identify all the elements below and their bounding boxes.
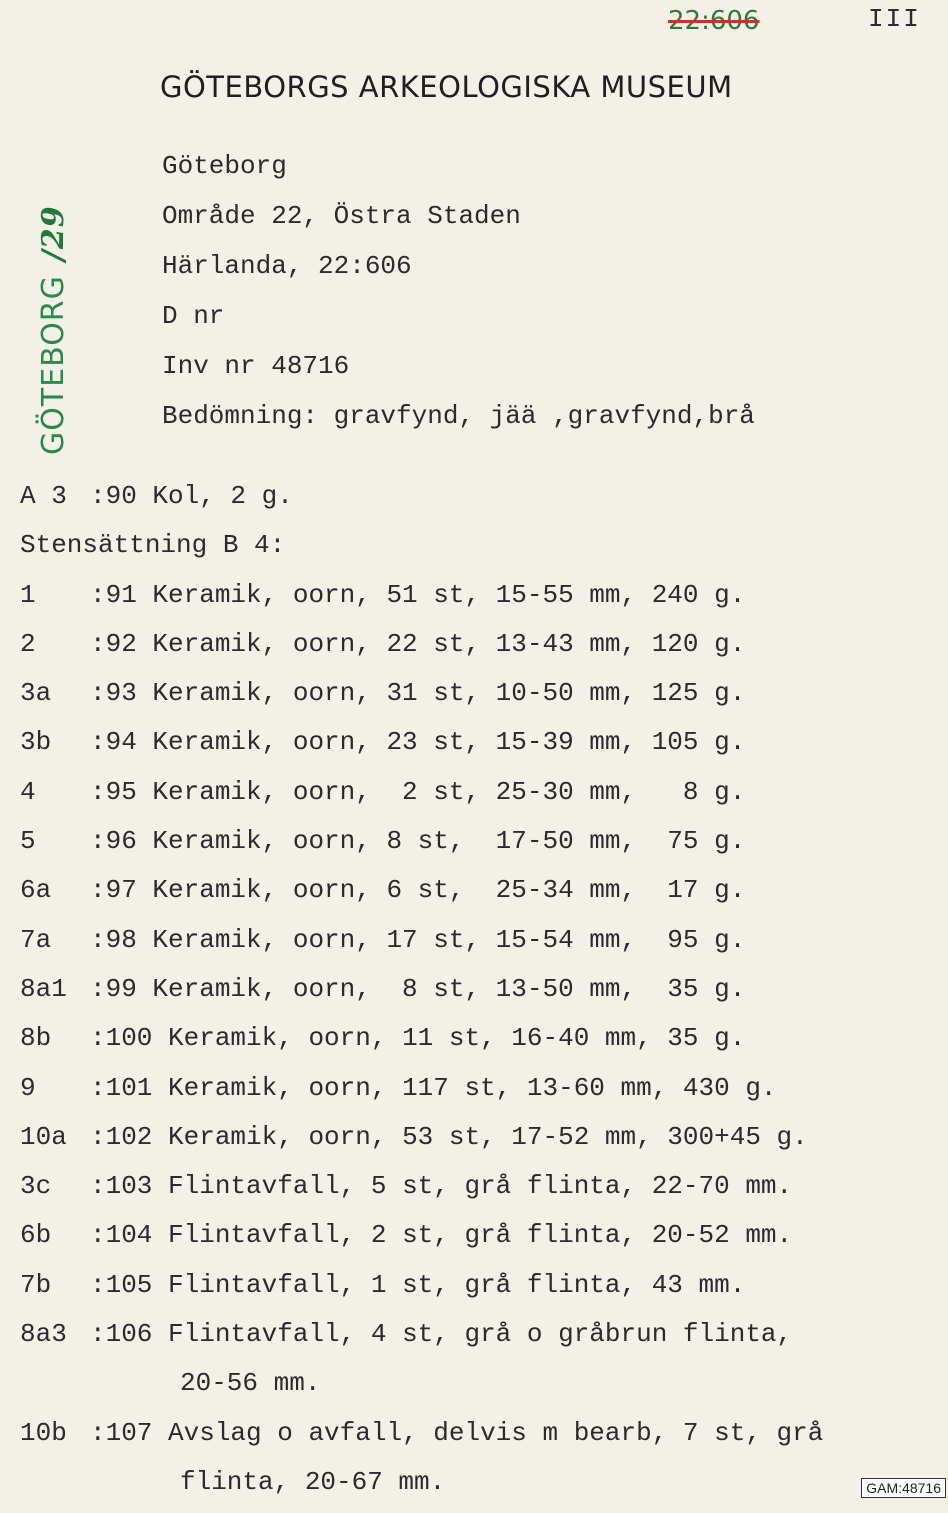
entry-row: [20, 724, 823, 773]
meta-city: Göteborg: [162, 151, 287, 181]
entry-row: [20, 1415, 823, 1464]
entry-number: :105: [90, 1269, 153, 1300]
side-stamp: [36, 205, 71, 455]
entry-number: :100: [90, 1023, 153, 1054]
entry-row: [20, 1267, 823, 1316]
entry-text: Keramik, oorn, 8 st, 17-50 mm, 75 g.: [136, 826, 746, 857]
entry-row: [20, 626, 823, 675]
entry-row: [20, 675, 823, 724]
entry-text: Kol, 2 g.: [136, 481, 293, 511]
corner-code: 22:606: [668, 6, 760, 36]
entry-position: A 3: [20, 481, 67, 511]
entry-text: Keramik, oorn, 31 st, 10-50 mm, 125 g.: [136, 678, 746, 709]
entry-row: [20, 478, 823, 527]
entry-number: :90: [90, 481, 137, 511]
entry-row: [20, 1168, 823, 1217]
meta-dnr: D nr: [162, 301, 225, 331]
entry-row: [20, 1464, 823, 1513]
entry-number: :97: [90, 875, 137, 906]
entry-number: :107: [90, 1417, 153, 1448]
entry-number: :101: [90, 1072, 153, 1103]
entry-text: Stensättning B 4:: [20, 530, 286, 561]
entry-position: 4: [20, 776, 36, 807]
catalog-label: GAM:48716: [861, 1478, 946, 1498]
museum-name: GÖTEBORGS ARKEOLOGISKA MUSEUM: [160, 70, 733, 104]
meta-parish: Härlanda, 22:606: [162, 251, 412, 281]
entry-text: Flintavfall, 5 st, grå flinta, 22-70 mm.: [152, 1171, 793, 1202]
entry-row: [20, 823, 823, 872]
entries-list: [20, 478, 823, 1513]
entry-number: :104: [90, 1220, 153, 1251]
entry-row: [20, 1316, 823, 1365]
entry-row: [20, 922, 823, 971]
side-handwritten-number: /29: [36, 205, 71, 262]
entry-text: Keramik, oorn, 53 st, 17-52 mm, 300+45 g.: [152, 1121, 808, 1152]
entry-number: :103: [90, 1171, 153, 1202]
entry-position: 7a: [20, 924, 52, 955]
entry-text: Keramik, oorn, 6 st, 25-34 mm, 17 g.: [136, 875, 746, 906]
entry-row: [20, 971, 823, 1020]
side-stamp-text: GÖTEBORG: [36, 275, 71, 455]
entry-row: [20, 774, 823, 823]
entry-text: Keramik, oorn, 22 st, 13-43 mm, 120 g.: [136, 628, 746, 659]
entry-row: [20, 1119, 823, 1168]
entry-position: 8a3: [20, 1319, 67, 1350]
entry-row: [20, 577, 823, 626]
entry-text: Flintavfall, 4 st, grå o gråbrun flinta,: [152, 1319, 793, 1350]
entry-position: 10b: [20, 1417, 67, 1448]
entry-position: 8b: [20, 1023, 52, 1054]
entry-number: :91: [90, 579, 137, 610]
entry-row: [20, 1365, 823, 1414]
entry-number: :93: [90, 678, 137, 709]
entry-text: flinta, 20-67 mm.: [180, 1466, 446, 1497]
meta-assessment: Bedömning: gravfynd, jää ,gravfynd,brå: [162, 401, 755, 431]
entry-text: Keramik, oorn, 2 st, 25-30 mm, 8 g.: [136, 776, 746, 807]
entry-position: 10a: [20, 1121, 67, 1152]
entry-row: [20, 1217, 823, 1266]
entry-position: 1: [20, 579, 36, 610]
entry-position: 6a: [20, 875, 52, 906]
entry-row: [20, 1020, 823, 1069]
entry-text: Keramik, oorn, 117 st, 13-60 mm, 430 g.: [152, 1072, 777, 1103]
entry-text: Keramik, oorn, 51 st, 15-55 mm, 240 g.: [136, 579, 746, 610]
entry-text: Keramik, oorn, 8 st, 13-50 mm, 35 g.: [136, 973, 746, 1004]
entry-number: :94: [90, 727, 137, 758]
entry-position: 7b: [20, 1269, 52, 1300]
entry-number: :102: [90, 1121, 153, 1152]
entry-position: 6b: [20, 1220, 52, 1251]
entry-number: :99: [90, 973, 137, 1004]
entry-position: 3b: [20, 727, 52, 758]
entry-number: :96: [90, 826, 137, 857]
entry-number: :95: [90, 776, 137, 807]
entry-number: :106: [90, 1319, 153, 1350]
entry-text: Flintavfall, 1 st, grå flinta, 43 mm.: [152, 1269, 746, 1300]
entry-number: :98: [90, 924, 137, 955]
meta-block: [162, 148, 755, 448]
entry-position: 5: [20, 826, 36, 857]
entry-text: Keramik, oorn, 11 st, 16-40 mm, 35 g.: [152, 1023, 746, 1054]
entry-position: 8a1: [20, 973, 67, 1004]
entry-text: Flintavfall, 2 st, grå flinta, 20-52 mm.: [152, 1220, 793, 1251]
roman-numeral: III: [868, 4, 921, 34]
entry-number: :92: [90, 628, 137, 659]
entry-row: [20, 872, 823, 921]
entry-position: 9: [20, 1072, 36, 1103]
entry-text: 20-56 mm.: [180, 1368, 321, 1399]
entry-text: Avslag o avfall, delvis m bearb, 7 st, grå: [152, 1417, 824, 1448]
meta-invnr: Inv nr 48716: [162, 351, 350, 381]
entry-text: Keramik, oorn, 17 st, 15-54 mm, 95 g.: [136, 924, 746, 955]
entry-position: 2: [20, 628, 36, 659]
meta-area: Område 22, Östra Staden: [162, 201, 521, 231]
entry-row: [20, 1070, 823, 1119]
entry-position: 3a: [20, 678, 52, 709]
entry-text: Keramik, oorn, 23 st, 15-39 mm, 105 g.: [136, 727, 746, 758]
entry-row: [20, 527, 823, 576]
entry-position: 3c: [20, 1171, 52, 1202]
